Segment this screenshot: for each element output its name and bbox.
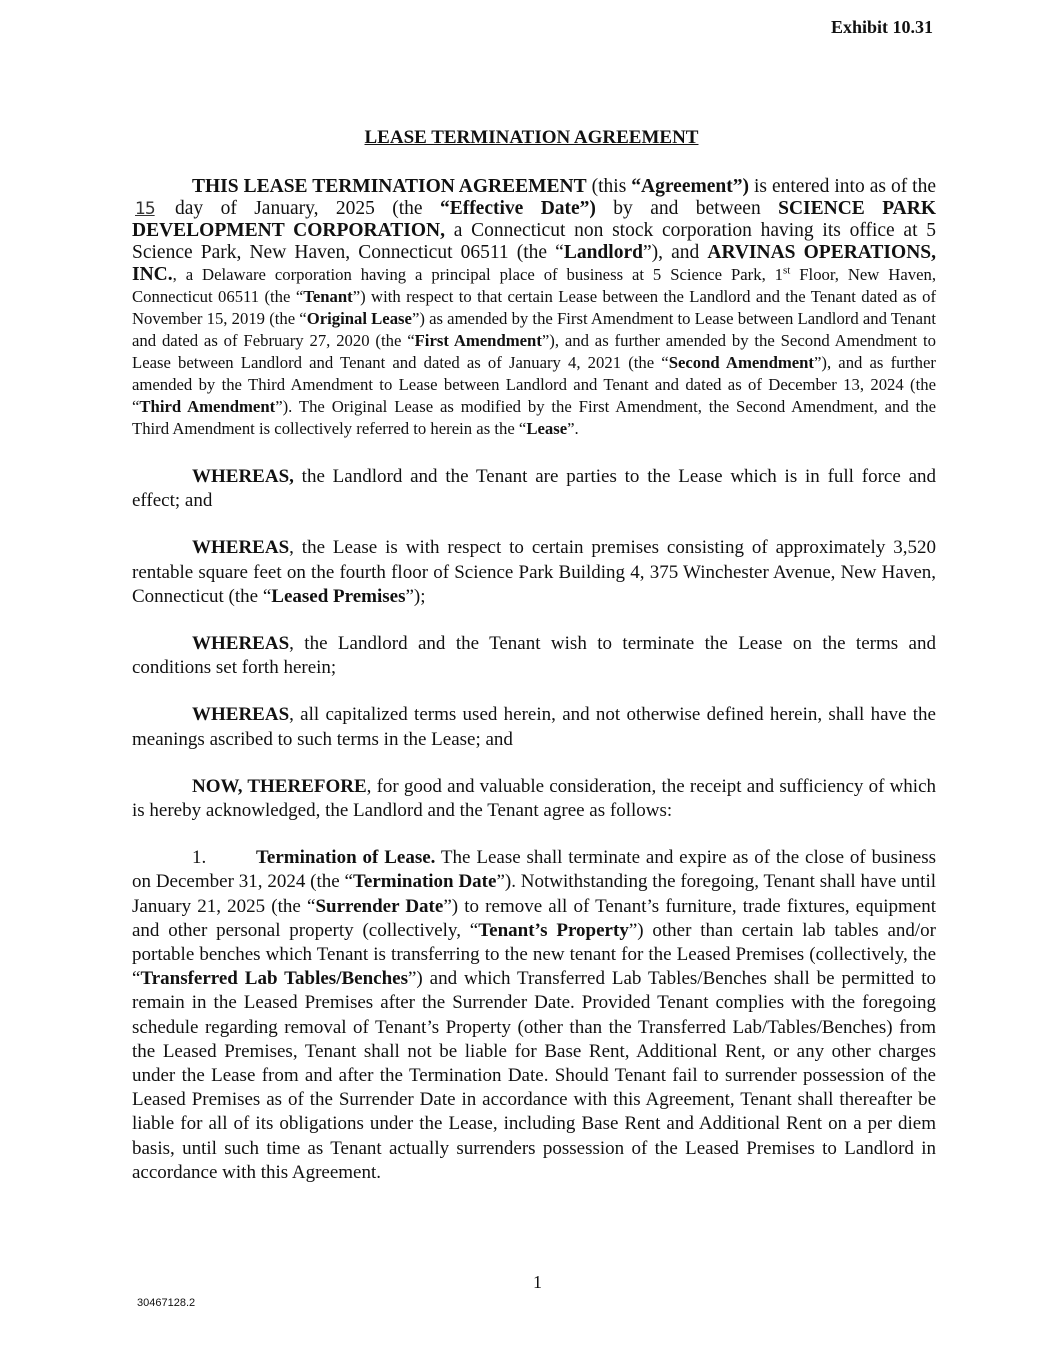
recital-paragraph: WHEREAS, the Landlord and the Tenant wish to terminate the Lease on the terms and conditions set forth herein;	[132, 633, 936, 679]
tenant-name: ARVINAS OPERATIONS, INC.	[132, 242, 936, 285]
recital-paragraph: WHEREAS, the Landlord and the Tenant are parties to the Lease which is in full force and effect; and	[132, 466, 936, 512]
preamble-paragraph: THIS LEASE TERMINATION AGREEMENT (this “Agreement”) is entered into as of the 15 day of January, 2025 (the “Effective Date”) by and between SCIENCE PARK DEVELOPMENT CORPORATION, a Connecticut non stock corporation having its office at 5 Science Park, New Haven, Connecticut 06511 (the “Landlord”), and ARVINAS OPERATIONS, INC., a Delaware corporation having a principal place of business at 5 Science Park, 1st Floor, New Haven, Connecticut 06511 (the “Tenant”) with respect to that certain Lease between the Landlord and the Tenant dated as of November 15, 2019 (the “Original Lease”) as amended by the First Amendment to Lease between Landlord and Tenant and dated as of February 27, 2020 (the “First Amendment”), and as further amended by the Second Amendment to Lease between Landlord and Tenant and dated as of January 4, 2021 (the “Second Amendment”), and as further amended by the Third Amendment to Lease between Landlord and Tenant and dated as of December 13, 2024 (the “Third Amendment”). The Original Lease as modified by the First Amendment, the Second Amendment, and the Third Amendment is collectively referred to herein as the “Lease”.	[132, 176, 937, 438]
handwritten-day: 15	[135, 199, 155, 219]
exhibit-label: Exhibit 10.31	[830, 17, 933, 37]
page-number: 1	[533, 1272, 542, 1292]
section-heading: Termination of Lease.	[256, 847, 436, 869]
document-id: 30467128.2	[137, 1297, 196, 1309]
recital-paragraph: WHEREAS, all capitalized terms used herein, and not otherwise defined herein, shall have the meanings ascribed to such terms in the Lease; and	[132, 704, 936, 750]
recital-paragraph: WHEREAS, the Lease is with respect to certain premises consisting of approximately 3,520 rentable square feet on the fourth floor of Science Park Building 4, 375 Winchester Avenue, New Haven, Connecticut (the “Leased Premises”);	[132, 537, 936, 607]
section-number: 1.	[192, 847, 207, 869]
document-body	[132, 176, 936, 1185]
section-1-termination: 1. Termination of Lease. The Lease shall terminate and expire as of the close of business on December 31, 2024 (the “Termination Date”). Notwithstanding the foregoing, Tenant shall have until January 21, 2025 (the “Surrender Date”) to remove all of Tenant’s furniture, trade fixtures, equipment and other personal property (collectively, “Tenant’s Property”) other than certain lab tables and/or portable benches which Tenant is transferring to the new tenant for the Leased Premises (collectively, the “Transferred Lab Tables/Benches”) and which Transferred Lab Tables/Benches shall be permitted to remain in the Leased Premises after the Surrender Date. Provided Tenant complies with the foregoing schedule regarding removal of Tenant’s Property (other than the Transferred Lab/Tables/Benches) from the Leased Premises, Tenant shall not be liable for Base Rent, Additional Rent, or any other charges under the Lease from and after the Termination Date. Should Tenant fail to surrender possession of the Leased Premises as of the Surrender Date in accordance with this Agreement, Tenant shall thereafter be liable for all of its obligations under the Lease, including Base Rent and Additional Rent on a per diem basis, until such time as Tenant actually surrenders possession of the Leased Premises to Landlord in accordance with this Agreement.	[132, 847, 937, 1183]
document-title: LEASE TERMINATION AGREEMENT	[364, 127, 699, 148]
landlord-name: SCIENCE PARK DEVELOPMENT CORPORATION,	[132, 198, 936, 241]
agreement-clause: NOW, THEREFORE, for good and valuable consideration, the receipt and sufficiency of which is hereby acknowledged, the Landlord and the Tenant agree as follows:	[132, 775, 936, 822]
